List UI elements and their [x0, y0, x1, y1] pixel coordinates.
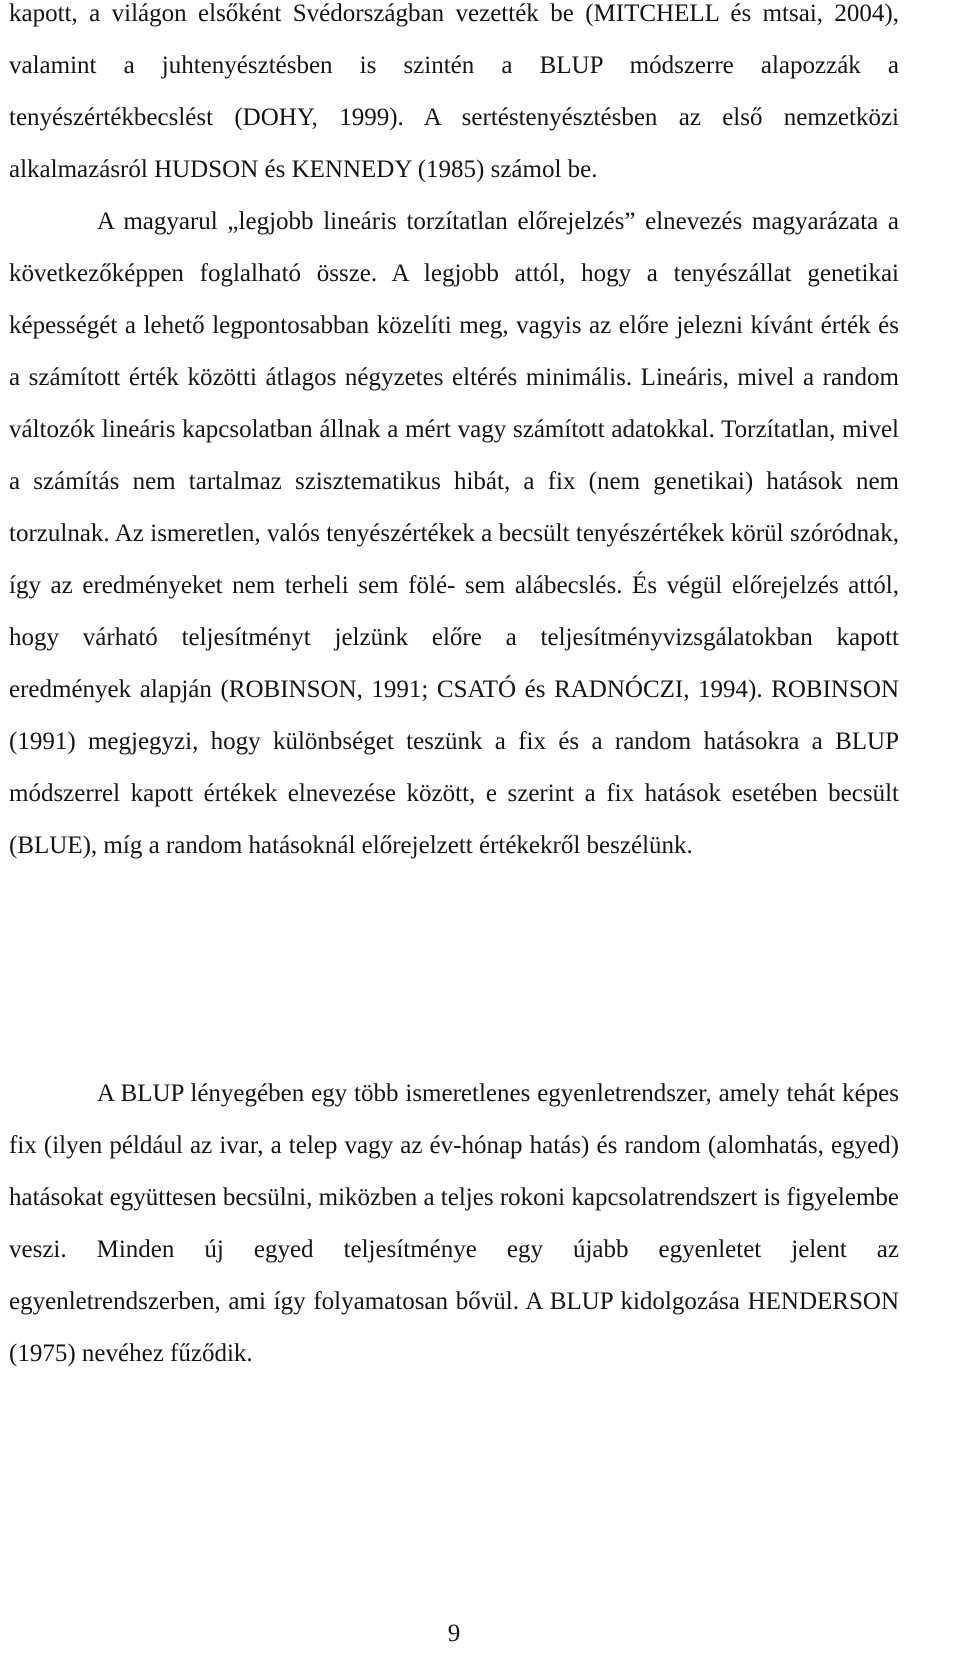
- paragraph-2: A magyarul „legjobb lineáris torzítatlan előrejelzés” elnevezés magyarázata a következőképpen foglalható össze. A legjobb attól, hogy a tenyészállat genetikai képességét a lehető legpontosabban közelíti meg, vagyis az előre jelezni kívánt érték és a számított érték közötti átlagos négyzetes eltérés minimális. Lineáris, mivel a random változók lineáris kapcsolatban állnak a mért vagy számított adatokkal. Torzítatlan, mivel a számítás nem tartalmaz szisztematikus hibát, a fix (nem genetikai) hatások nem torzulnak. Az ismeretlen, valós tenyészértékek a becsült tenyészértékek körül szóródnak, így az eredményeket nem terheli sem fölé- sem alábecslés. És végül előrejelzés attól, hogy várható teljesítményt jelzünk előre a teljesítményvizsgálatokban kapott eredmények alapján (ROBINSON, 1991; CSATÓ és RADNÓCZI, 1994). ROBINSON (1991) megjegyzi, hogy különbséget teszünk a fix és a random hatásokra a BLUP módszerrel kapott értékek elnevezése között, e szerint a fix hatások esetében becsült (BLUE), míg a random hatásoknál előrejelzett értékekről beszélünk.: [9, 208, 899, 859]
- text-block-lower: [9, 1068, 899, 1380]
- page-number: 9: [447, 1620, 461, 1647]
- paragraph-1: kapott, a világon elsőként Svédországban vezették be (MITCHELL és mtsai, 2004), valamint a juhtenyésztésben is szintén a BLUP módszerre alapozzák a tenyészértékbecslést (DOHY, 1999). A sertéstenyésztésben az első nemzetközi alkalmazásról HUDSON és KENNEDY (1985) számol be.: [9, 0, 899, 183]
- text-block-upper: [9, 0, 899, 872]
- paragraph-3: A BLUP lényegében egy több ismeretlenes egyenletrendszer, amely tehát képes fix (ilyen például az ivar, a telep vagy az év-hónap hatás) és random (alomhatás, egyed) hatásokat együttesen becsülni, miközben a teljes rokoni kapcsolatrendszert is figyelembe veszi. Minden új egyed teljesítménye egy újabb egyenletet jelent az egyenletrendszerben, ami így folyamatosan bővül. A BLUP kidolgozása HENDERSON (1975) nevéhez fűződik.: [9, 1080, 899, 1367]
